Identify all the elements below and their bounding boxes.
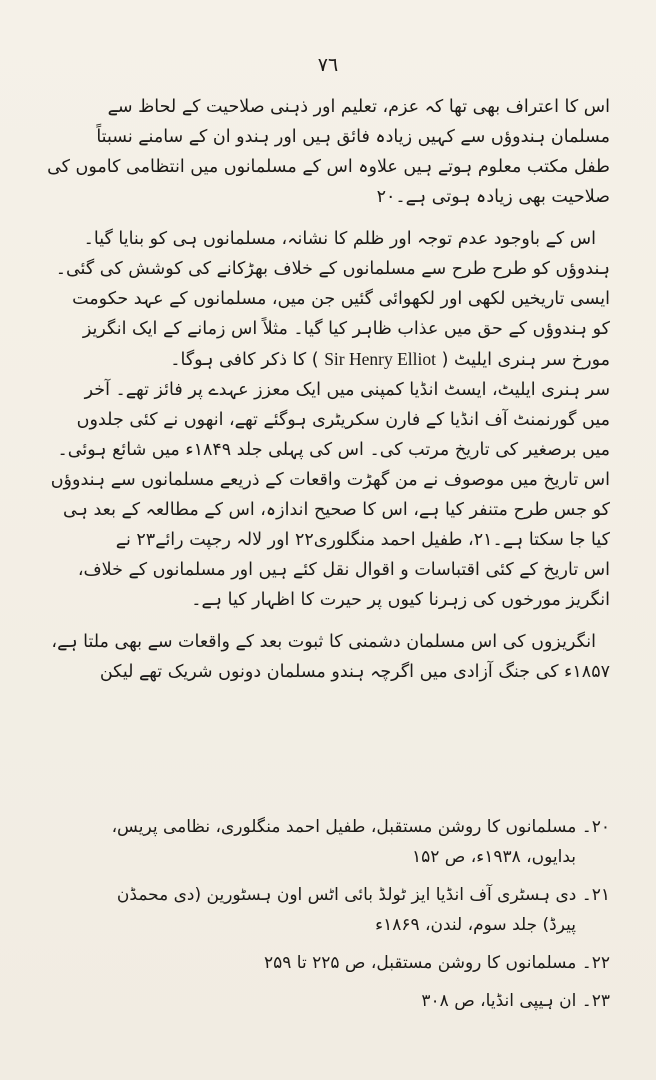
footnote-number: ۲۰۔ xyxy=(581,817,610,837)
footnote-number: ۲۲۔ xyxy=(581,953,610,973)
text-line: کو ہندوؤں کے حق میں عذاب ظاہر کیا گیا۔ مثلاً اس زمانے کے ایک انگریز xyxy=(82,319,610,339)
text-line: میں برصغیر کی تاریخ مرتب کی۔ اس کی پہلی جلد ۱۸۴۹ء میں شائع ہوئی۔ xyxy=(57,440,610,460)
footnote-line xyxy=(44,986,610,1016)
footnote-20 xyxy=(44,812,610,872)
text-line: اس تاریخ میں موصوف نے من گھڑت واقعات کے ذریعے مسلمانوں سے ہندوؤں xyxy=(50,470,610,490)
footnote-number: ۲۳۔ xyxy=(581,991,610,1011)
text-line-with-name xyxy=(44,344,610,375)
footnote-22 xyxy=(44,948,610,978)
text-line: طفل مکتب معلوم ہوتے ہیں علاوہ اس کے مسلمانوں میں انتظامی کاموں کی xyxy=(47,157,610,177)
footnotes xyxy=(44,812,610,1024)
text-line: اس تاریخ کے کئی اقتباسات و اقوال نقل کئے ہیں اور مسلمانوں کے خلاف، xyxy=(77,560,610,580)
paragraph-2 xyxy=(44,224,610,615)
text-line: صلاحیت بھی زیادہ ہوتی ہے۔۲۰ xyxy=(376,187,610,207)
footnote-text: مسلمانوں کا روشن مستقبل، طفیل احمد منگلوری، نظامی پریس، xyxy=(111,817,577,837)
footnote-text: ان ہیپی انڈیا، ص ۳۰۸ xyxy=(421,991,577,1011)
text-line: ہندوؤں کو طرح طرح سے مسلمانوں کے خلاف بھڑکانے کی کوشش کی گئی۔ xyxy=(55,259,610,279)
page-number: ۷٦ xyxy=(317,54,339,76)
text-line: ایسی تاریخیں لکھی اور لکھوائی گئیں جن میں، مسلمانوں کے عہد حکومت xyxy=(72,289,610,309)
footnote-23 xyxy=(44,986,610,1016)
footnote-line xyxy=(44,812,610,842)
text-fragment: ) کا ذکر کافی ہوگا۔ xyxy=(170,350,319,370)
text-line: سر ہنری ایلیٹ، ایسٹ انڈیا کمپنی میں ایک معزز عہدے پر فائز تھے۔ آخر xyxy=(84,380,610,400)
text-line: مسلمان ہندوؤں سے کہیں زیادہ فائق ہیں اور ہندو ان کے سامنے نسبتاً xyxy=(96,127,610,147)
footnote-line: بدایوں، ۱۹۳۸ء، ص ۱۵۲ xyxy=(411,847,576,867)
text-line: ۱۸۵۷ء کی جنگ آزادی میں اگرچہ ہندو مسلمان دونوں شریک تھے لیکن xyxy=(99,662,610,682)
footnote-line xyxy=(44,880,610,910)
footnote-text: دی ہسٹری آف انڈیا ایز ٹولڈ بائی اٹس اون ہسٹورین (دی محمڈن xyxy=(116,885,577,905)
body-text xyxy=(44,92,610,699)
text-line: میں گورنمنٹ آف انڈیا کے فارن سکریٹری ہوگئے تھے، انھوں نے کئی جلدوں xyxy=(76,410,610,430)
text-line: کو جس طرح متنفر کیا ہے، اس کا صحیح اندازہ، اس کے مطالعہ کے بعد ہی xyxy=(63,500,610,520)
text-line: انگریزوں کی اس مسلمان دشمنی کا ثبوت بعد کے واقعات سے بھی ملتا ہے، xyxy=(51,632,596,652)
footnote-line xyxy=(44,948,610,978)
footnote-21 xyxy=(44,880,610,940)
paragraph-3 xyxy=(44,627,610,687)
text-line: کیا جا سکتا ہے۔۲۱، طفیل احمد منگلوری۲۲ اور لالہ رجپت رائے۲۳ نے xyxy=(115,530,610,550)
footnote-number: ۲۱۔ xyxy=(581,885,610,905)
text-line: انگریز مورخوں کی زہرنا کیوں پر حیرت کا اظہار کیا ہے۔ xyxy=(191,590,610,610)
footnote-line: پیرڈ) جلد سوم، لندن، ۱۸۶۹ء xyxy=(375,915,576,935)
latin-name: Sir Henry Elliot xyxy=(324,349,436,369)
text-line: اس کا اعتراف بھی تھا کہ عزم، تعلیم اور ذہنی صلاحیت کے لحاظ سے xyxy=(107,97,610,117)
text-line: اس کے باوجود عدم توجہ اور ظلم کا نشانہ، مسلمانوں ہی کو بنایا گیا۔ xyxy=(83,229,596,249)
text-fragment: مورخ سر ہنری ایلیٹ ( xyxy=(441,350,610,370)
paragraph-1 xyxy=(44,92,610,212)
footnote-text: مسلمانوں کا روشن مستقبل، ص ۲۲۵ تا ۲۵۹ xyxy=(263,953,577,973)
